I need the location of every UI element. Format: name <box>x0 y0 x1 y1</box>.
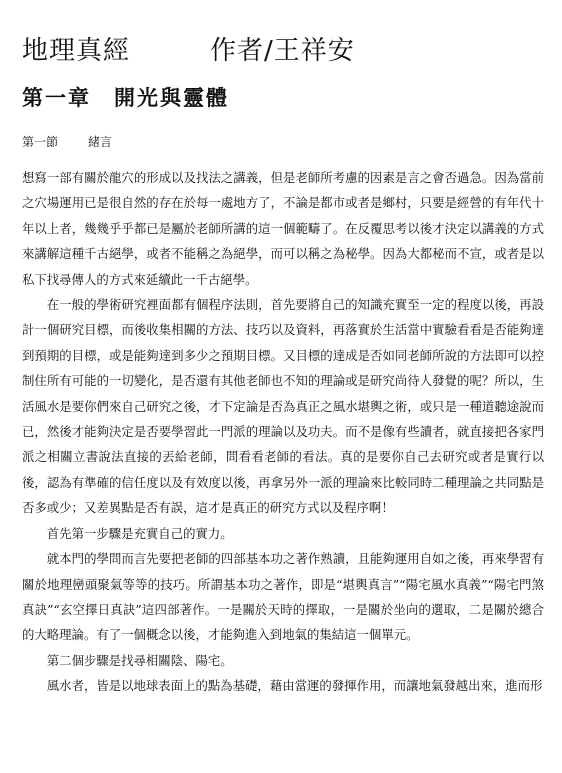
body-text <box>22 165 544 699</box>
paragraph: 想寫一部有關於龍穴的形成以及找法之講義，但是老師所考慮的因素是言之會否過急。因為當前之穴場運用已是很自然的存在於每一處地方了，不論是都市或者是鄉村，只要是經營的有年代十年以上者，幾幾乎乎都已是屬於老師所講的這一個範疇了。在反覆思考以後才決定以講義的方式來講解這種千古絕學，或者不能稱之為絕學，而可以稱之為秘學。因為大都秘而不宣，或者是以私下找尋傳人的方式來延續此一千古絕學。 <box>22 170 544 287</box>
paragraph: 風水者，皆是以地球表面上的點為基礎，藉由當運的發揮作用，而讓地氣發越出來，進而形 <box>46 678 543 694</box>
section-title: 緒言 <box>88 135 113 149</box>
section-heading <box>22 133 112 150</box>
paragraph: 在一般的學術研究裡面都有個程序法則，首先要將自己的知識充實至一定的程度以後，再設計一個研究目標，而後收集相關的方法、技巧以及資料，再落實於生活當中實驗看看是否能夠達到預期的目標，或是能夠達到多少之預期目標。又目標的達成是否如同老師所說的方法即可以控制住所有可能的一切變化，是否還有其他老師也不知的理論或是研究尚待人發覺的呢？所以，生活風水是要你們來自己研究之後，才下定論是否為真正之風水堪輿之術，或只是一種道聽途說而已，然後才能夠決定是否要學習此一門派的理論以及功夫。而不是像有些讀者，就直接把各家門派之相關立書說法直接的丟給老師，問看看老師的看法。真的是要你自己去研究或者是實行以後，認為有準確的信任度以及有效度以後，再拿另外一派的理論來比較同時二種理論之共同點是否多或少；又差異點是否有誤，這才是真正的研究方式以及程序啊！ <box>22 297 544 516</box>
paragraph: 就本門的學問而言先要把老師的四部基本功之著作熟讀，且能夠運用自如之後，再來學習有關於地理巒頭聚氣等等的技巧。所謂基本功之著作，即是“堪輿真言”“陽宅風水真義”“陽宅門煞真訣”“玄空擇日真訣”這四部著作。一是關於天時的擇取，一是關於坐向的選取，二是關於總合的大略理論。有了一個概念以後，才能夠進入到地氣的集結這一個單元。 <box>22 551 544 643</box>
chapter-number: 第一章 <box>22 85 91 110</box>
chapter-title: 開光與靈體 <box>114 85 229 110</box>
chapter-heading <box>22 82 229 112</box>
section-number: 第一節 <box>22 135 59 149</box>
paragraph: 首先第一步驟是充實自己的實力。 <box>46 525 233 541</box>
paragraph: 第二個步驟是找尋相關陰、陽宅。 <box>46 652 233 668</box>
author-line: 作者/王祥安 <box>210 36 355 66</box>
book-title: 地理真經 <box>22 36 131 66</box>
